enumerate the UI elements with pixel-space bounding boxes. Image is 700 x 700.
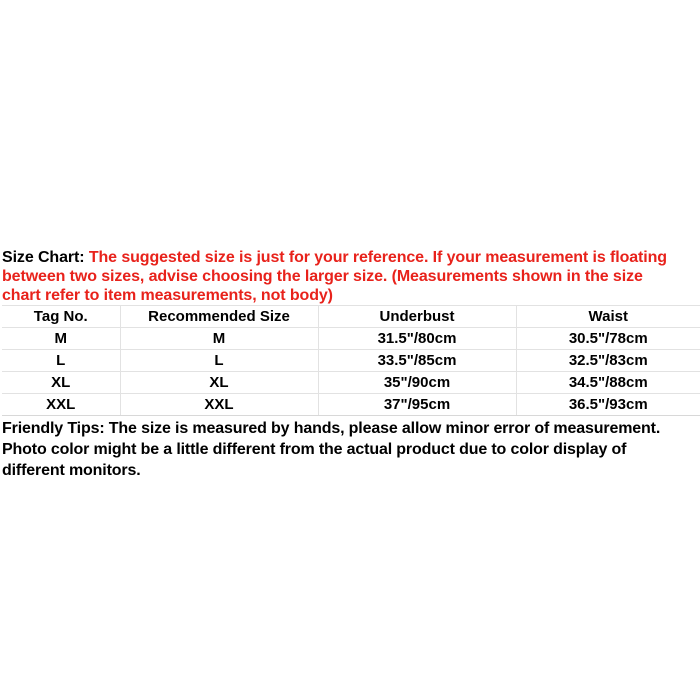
table-row bbox=[2, 372, 700, 394]
cell-waist: 30.5"/78cm bbox=[516, 328, 700, 350]
table-row bbox=[2, 350, 700, 372]
tips-line-2: Photo color might be a little different from the actual product due to color display of bbox=[2, 441, 627, 458]
cell-waist: 32.5"/83cm bbox=[516, 350, 700, 372]
size-chart-label: Size Chart: bbox=[2, 249, 89, 266]
cell-waist: 36.5"/93cm bbox=[516, 394, 700, 416]
size-chart-document bbox=[2, 248, 700, 481]
intro-text-line-3: chart refer to item measurements, not body) bbox=[2, 287, 333, 304]
cell-underbust: 33.5"/85cm bbox=[318, 350, 516, 372]
size-table bbox=[2, 305, 700, 416]
header-underbust: Underbust bbox=[318, 306, 516, 328]
cell-tag-no: M bbox=[2, 328, 120, 350]
cell-waist: 34.5"/88cm bbox=[516, 372, 700, 394]
intro-text-line-2: between two sizes, advise choosing the larger size. (Measurements shown in the size bbox=[2, 268, 643, 285]
header-tag-no: Tag No. bbox=[2, 306, 120, 328]
size-chart-intro bbox=[2, 248, 700, 305]
header-waist: Waist bbox=[516, 306, 700, 328]
table-header-row bbox=[2, 306, 700, 328]
tips-line-1: Friendly Tips: The size is measured by hands, please allow minor error of measurement. bbox=[2, 420, 661, 437]
intro-line-1 bbox=[2, 248, 700, 267]
cell-tag-no: XL bbox=[2, 372, 120, 394]
friendly-tips bbox=[2, 418, 700, 481]
cell-recommended-size: L bbox=[120, 350, 318, 372]
cell-tag-no: XXL bbox=[2, 394, 120, 416]
cell-tag-no: L bbox=[2, 350, 120, 372]
intro-text-line-1: The suggested size is just for your reference. If your measurement is floating bbox=[88, 249, 667, 266]
table-row bbox=[2, 328, 700, 350]
tips-line-3: different monitors. bbox=[2, 462, 141, 479]
cell-underbust: 31.5"/80cm bbox=[318, 328, 516, 350]
cell-recommended-size: XXL bbox=[120, 394, 318, 416]
cell-recommended-size: M bbox=[120, 328, 318, 350]
header-recommended-size: Recommended Size bbox=[120, 306, 318, 328]
table-row bbox=[2, 394, 700, 416]
cell-underbust: 37"/95cm bbox=[318, 394, 516, 416]
cell-underbust: 35"/90cm bbox=[318, 372, 516, 394]
cell-recommended-size: XL bbox=[120, 372, 318, 394]
